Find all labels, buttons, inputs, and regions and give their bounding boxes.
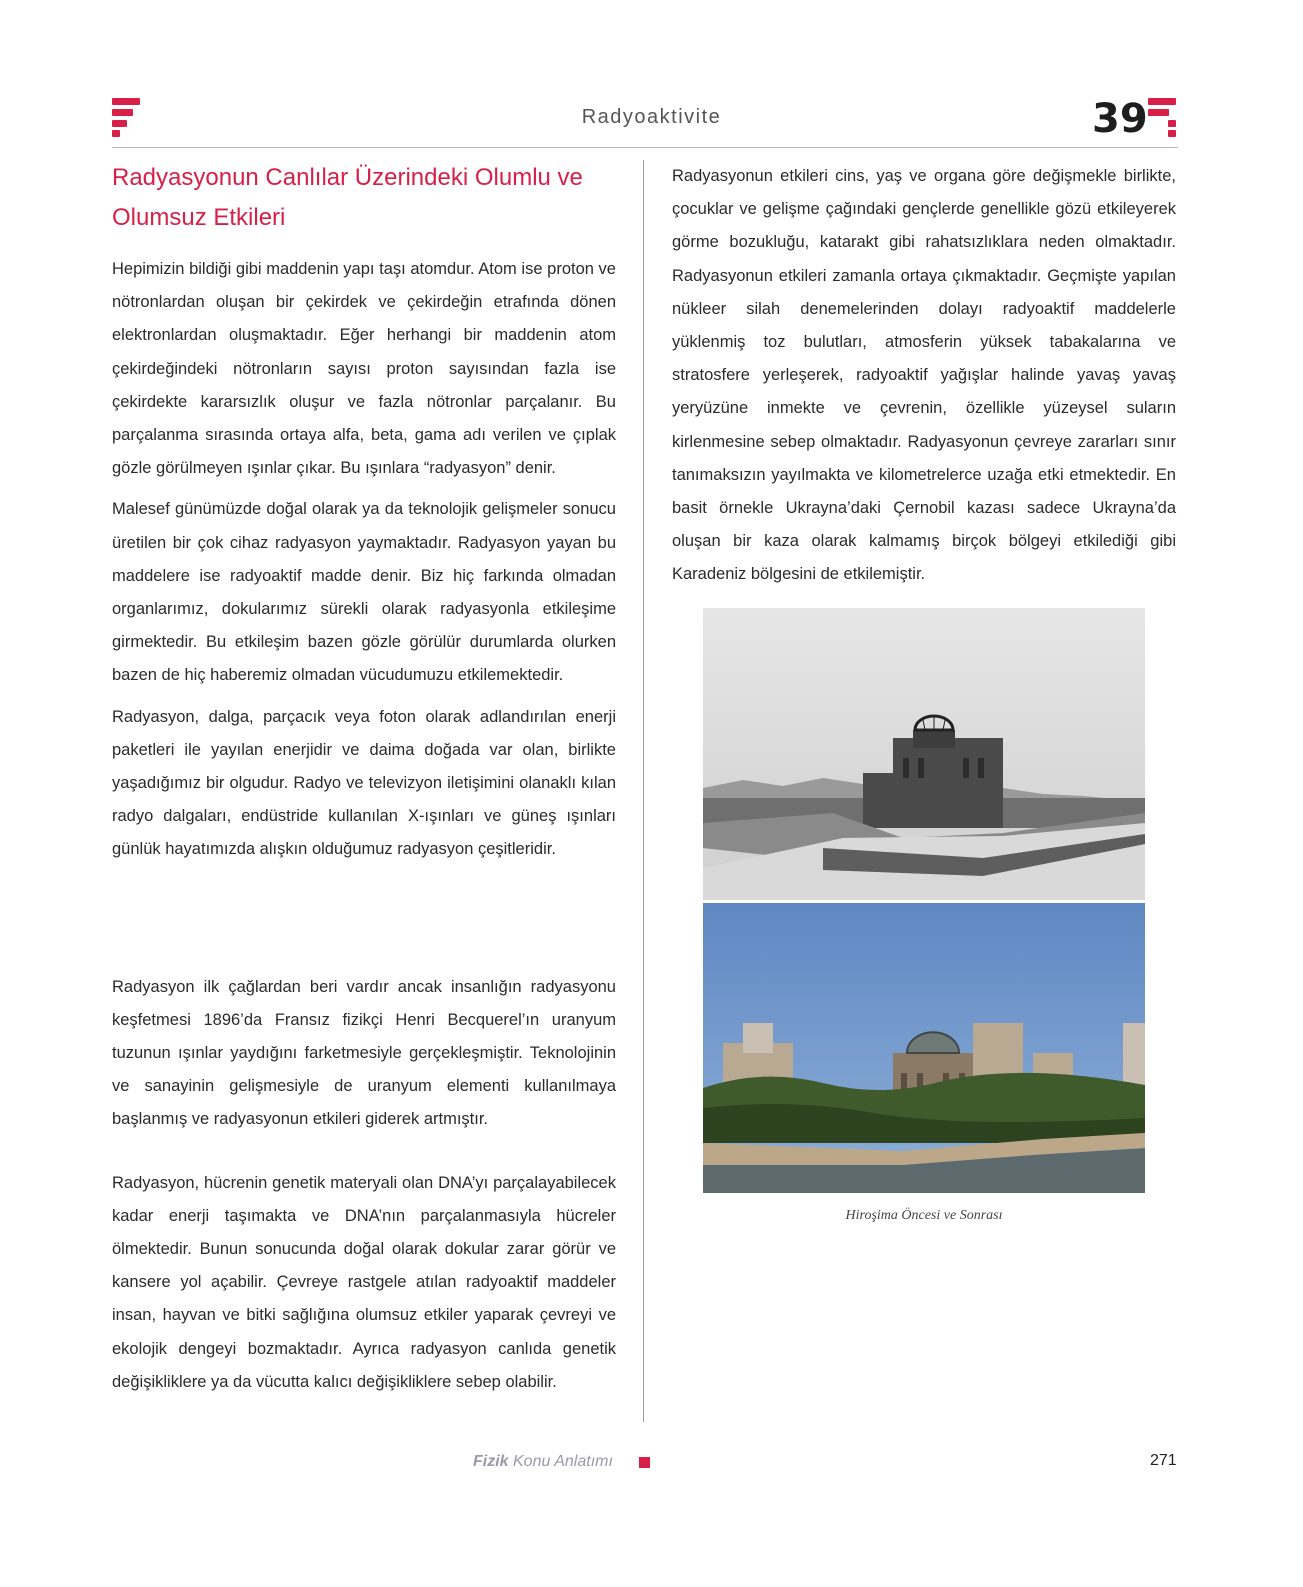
footer-book-title (473, 1453, 613, 1471)
chapter-number: 39 (1092, 96, 1148, 142)
figure-caption: Hiroşima Öncesi ve Sonrası (845, 1208, 1003, 1223)
paragraph: Malesef günümüzde doğal olarak ya da teknolojik gelişmeler sonucu üretilen bir çok cihaz radyasyon yaymaktadır. Radyasyon yayan bu maddelere ise radyoaktif madde denir. Biz hiç farkında olmadan organlarımız, dokularımız sürekli olarak radyasyonla etkileşime girmektedir. Bu etkileşim bazen gözle görülür durumlarda olurken bazen de hiç haberemiz olmadan vücudumuzu etkilemektedir. (112, 500, 616, 685)
column-divider (643, 160, 644, 1422)
hiroshima-after-photo (703, 903, 1145, 1193)
left-column (112, 158, 616, 1407)
paragraph: Hepimizin bildiği gibi maddenin yapı taşı atomdur. Atom ise proton ve nötronlardan oluşan bir çekirdek ve çekirdeğin etrafında dönen elektronlardan oluşmaktadır. Eğer herhangi bir maddenin atom çekirdeğindeki nötronların sayısı proton sayısından fazla ise çekirdekte kararsızlık oluşur ve fazla nötronlar parçalanır. Bu parçalanma sırasında ortaya alfa, beta, gama adı verilen ve çıplak gözle görülmeyen ışınlar çıkar. Bu ışınlara “radyasyon” denir. (112, 260, 616, 478)
paragraph: Radyasyonun etkileri cins, yaş ve organa göre değişmekle birlikte, çocuklar ve gelişme çağındaki gençlerde genellikle gözü etkileyerek görme bozukluğu, katarakt gibi rahatsızlıklara neden olmaktadır. Radyasyonun etkileri zamanla ortaya çıkmaktadır. Geçmişte yapılan nükleer silah denemelerinden dolayı radyoaktif maddelerle yüklenmiş toz bulutları, atmosferin yüksek tabakalarına ve stratosfere yerleşerek, radyoaktif yağışlar halinde yavaş yavaş yeryüzüne inmekte ve çevrenin, özellikle yüzeysel suların kirlenmesine sebep olmaktadır. Radyasyonun çevreye zararları sınır tanımaksızın yayılmakta ve kilometrelerce uzağa etki etmektedir. En basit örnekle Ukrayna’daki Çernobil kazası sadece Ukrayna’da oluşan bir kaza olarak kalmamış birçok bölgeyi etkilediği gibi Karadeniz bölgesini de etkilemiştir. (672, 167, 1176, 584)
footer-book-title-bold: Fizik (473, 1453, 509, 1470)
brand-logo-icon (1148, 98, 1178, 138)
paragraph: Radyasyon ilk çağlardan beri vardır ancak insanlığın radyasyonu keşfetmesi 1896’da Fransız fizikçi Henri Becquerel’ın uranyum tuzunun ışınlar yaydığını farketmesiyle gerçekleşmiştir. Teknolojinin ve sanayinin gelişmesiyle de uranyum elementi kullanılmaya başlanmış ve radyasyonun etkileri giderek artmıştır. (112, 977, 616, 1129)
section-title: Radyoaktivite (581, 106, 722, 128)
right-column (672, 160, 1176, 600)
hiroshima-before-photo (703, 608, 1145, 900)
page-number: 271 (1150, 1452, 1177, 1469)
article-heading: Radyasyonun Canlılar Üzerindeki Olumlu ve Olumsuz Etkileri (112, 164, 583, 231)
paragraph: Radyasyon, dalga, parçacık veya foton olarak adlandırılan enerji paketleri ile yayılan enerjidir ve daima doğada var olan, birlikte yaşadığımız bir olgudur. Radyo ve televizyon iletişimini olanaklı kılan radyo dalgaları, endüstride kullanılan X-ışınları ve güneş ışınları günlük hayatımızda alışkın olduğumuz radyasyon çeşitleridir. (112, 707, 616, 859)
footer-square-icon (639, 1457, 650, 1468)
header-divider (112, 147, 1178, 148)
footer-book-title-rest: Konu Anlatımı (508, 1453, 613, 1470)
paragraph: Radyasyon, hücrenin genetik materyali olan DNA’yı parçalayabilecek kadar enerji taşımakta ve DNA’nın parçalanmasıyla hücreler ölmektedir. Bunun sonucunda doğal olarak dokular zarar görür ve kansere yol açabilir. Çevreye rastgele atılan radyoaktif maddeler insan, hayvan ve bitki sağlığına olumsuz etkiler yaparak çevreyi ve ekolojik dengeyi bozmaktadır. Ayrıca radyasyon canlıda genetik değişikliklere ya da vücutta kalıcı değişikliklere sebep olabilir. (112, 1173, 616, 1391)
